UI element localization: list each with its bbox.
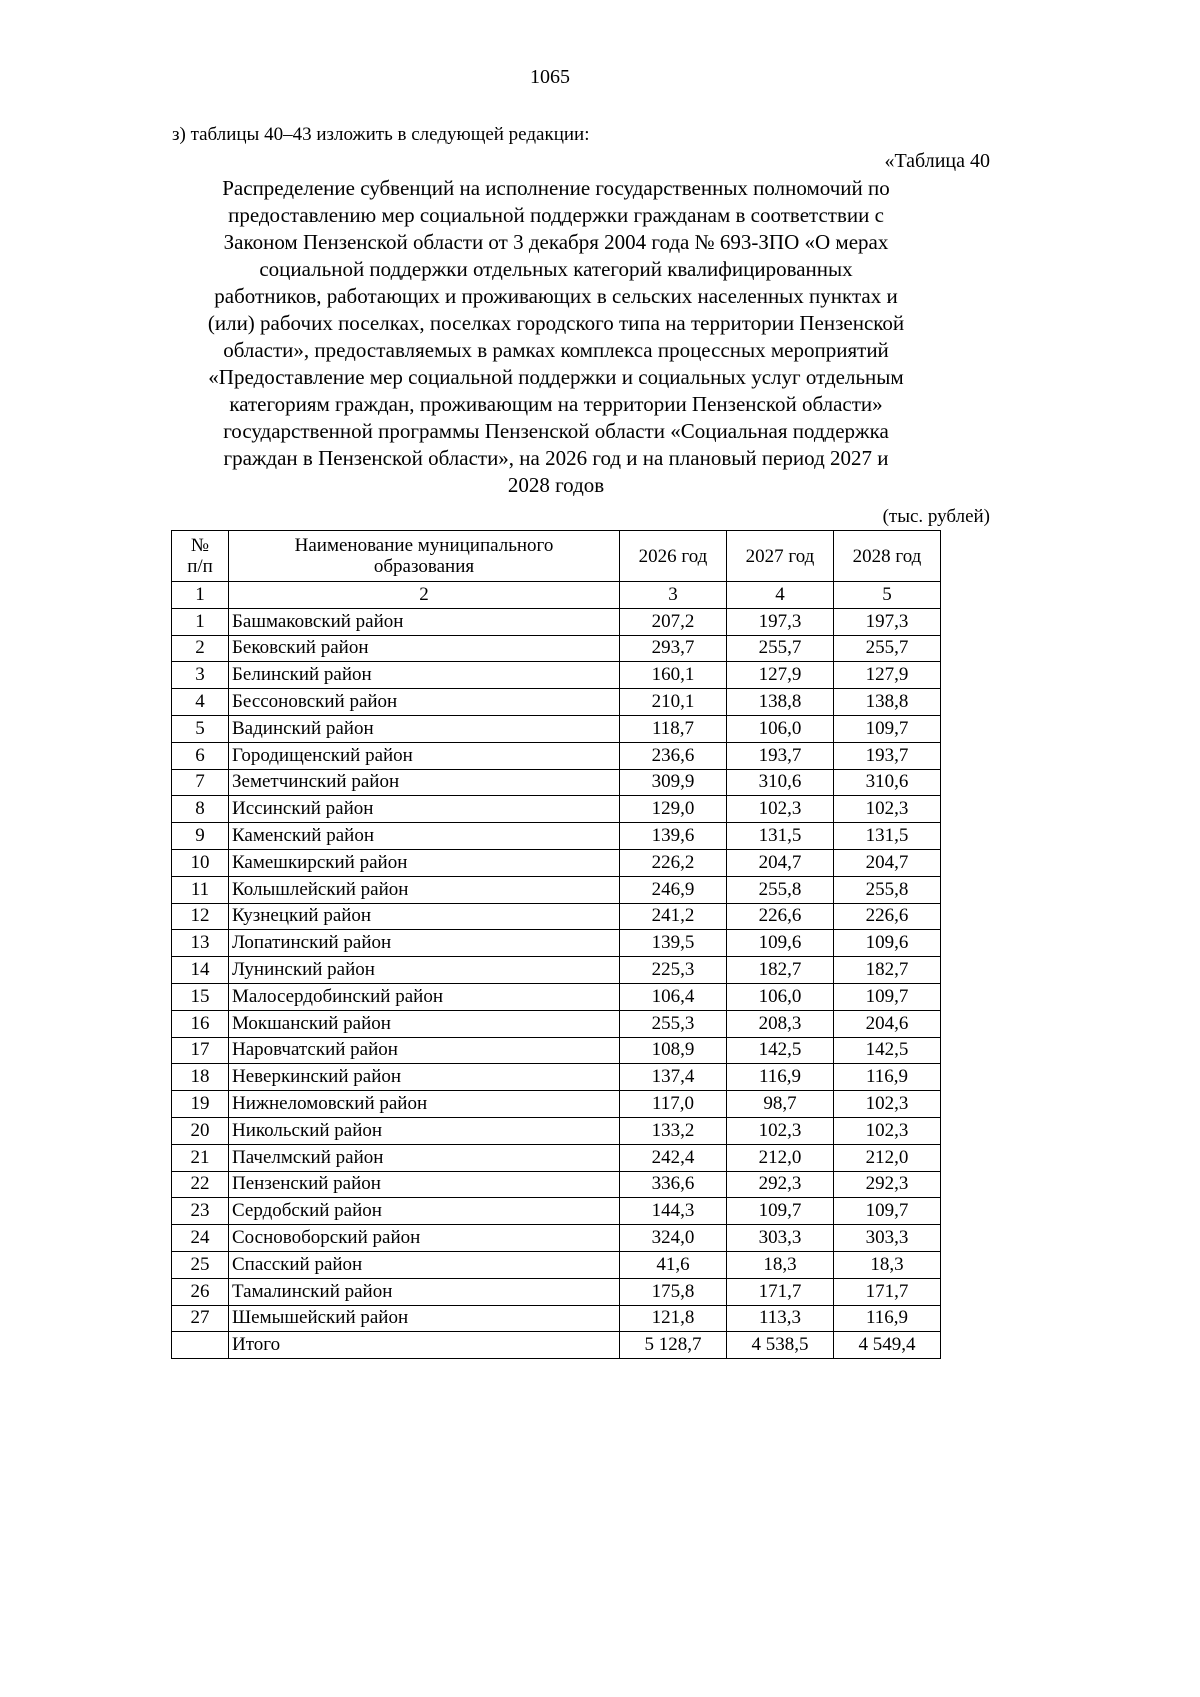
cell-2026: 137,4 <box>620 1064 727 1091</box>
cell-2027: 303,3 <box>727 1225 834 1252</box>
cell-2028: 197,3 <box>834 608 941 635</box>
cell-2026: 241,2 <box>620 903 727 930</box>
cell-number: 22 <box>172 1171 229 1198</box>
page-number: 1065 <box>530 66 570 88</box>
header-municipality <box>229 531 620 582</box>
units-label: (тыс. рублей) <box>882 506 990 527</box>
cell-2027: 226,6 <box>727 903 834 930</box>
table-row <box>172 983 941 1010</box>
cell-2026: 255,3 <box>620 1010 727 1037</box>
cell-municipality: Шемышейский район <box>229 1305 620 1332</box>
header-municipality-line1: Наименование муниципального <box>294 535 554 556</box>
cell-number: 5 <box>172 715 229 742</box>
cell-2026: 160,1 <box>620 662 727 689</box>
cell-2027: 4 538,5 <box>727 1332 834 1359</box>
cell-2027: 197,3 <box>727 608 834 635</box>
cell-2027: 102,3 <box>727 1117 834 1144</box>
header-number-line2: п/п <box>187 556 213 577</box>
cell-2027: 116,9 <box>727 1064 834 1091</box>
cell-municipality: Бессоновский район <box>229 689 620 716</box>
cell-2027: 18,3 <box>727 1251 834 1278</box>
cell-2028: 138,8 <box>834 689 941 716</box>
cell-2027: 106,0 <box>727 983 834 1010</box>
cell-2028: 109,6 <box>834 930 941 957</box>
cell-2027: 208,3 <box>727 1010 834 1037</box>
cell-2028: 131,5 <box>834 823 941 850</box>
cell-number: 4 <box>172 689 229 716</box>
cell-municipality: Сосновоборский район <box>229 1225 620 1252</box>
table-row <box>172 957 941 984</box>
cell-2028: 109,7 <box>834 1198 941 1225</box>
header-number <box>172 531 229 582</box>
title-line: «Предоставление мер социальной поддержки и социальных услуг отдельным <box>208 365 904 389</box>
cell-municipality: Земетчинский район <box>229 769 620 796</box>
cell-2028: 255,8 <box>834 876 941 903</box>
header-2027: 2027 год <box>727 531 834 582</box>
title-line: (или) рабочих поселках, поселках городского типа на территории Пензенской <box>207 311 905 335</box>
cell-number: 10 <box>172 849 229 876</box>
cell-number: 6 <box>172 742 229 769</box>
cell-number: 23 <box>172 1198 229 1225</box>
cell-municipality: Вадинский район <box>229 715 620 742</box>
cell-number: 15 <box>172 983 229 1010</box>
cell-2026: 106,4 <box>620 983 727 1010</box>
cell-number: 18 <box>172 1064 229 1091</box>
cell-municipality: Каменский район <box>229 823 620 850</box>
cell-number: 9 <box>172 823 229 850</box>
title-line: предоставлению мер социальной поддержки гражданам в соответствии с <box>228 203 884 227</box>
cell-2027: 113,3 <box>727 1305 834 1332</box>
cell-municipality: Сердобский район <box>229 1198 620 1225</box>
cell-number: 12 <box>172 903 229 930</box>
cell-municipality: Кузнецкий район <box>229 903 620 930</box>
title-line: работников, работающих и проживающих в сельских населенных пунктах и <box>214 284 898 308</box>
header-2028: 2028 год <box>834 531 941 582</box>
cell-2028: 5 <box>834 582 941 609</box>
header-municipality-line2: образования <box>373 556 475 577</box>
cell-2026: 246,9 <box>620 876 727 903</box>
cell-2028: 226,6 <box>834 903 941 930</box>
table-row <box>172 769 941 796</box>
cell-2028: 116,9 <box>834 1064 941 1091</box>
cell-2026: 41,6 <box>620 1251 727 1278</box>
cell-municipality: Нижнеломовский район <box>229 1091 620 1118</box>
cell-municipality: Никольский район <box>229 1117 620 1144</box>
title-line: Распределение субвенций на исполнение государственных полномочий по <box>222 176 890 200</box>
cell-2026: 175,8 <box>620 1278 727 1305</box>
cell-2026: 207,2 <box>620 608 727 635</box>
cell-municipality: Бековский район <box>229 635 620 662</box>
title-line: категориям граждан, проживающим на территории Пензенской области» <box>229 392 883 416</box>
cell-2028: 310,6 <box>834 769 941 796</box>
cell-2026: 121,8 <box>620 1305 727 1332</box>
table-row <box>172 742 941 769</box>
cell-2028: 193,7 <box>834 742 941 769</box>
table-row <box>172 1278 941 1305</box>
table-title <box>110 175 1002 499</box>
cell-number <box>172 1332 229 1359</box>
cell-2028: 204,6 <box>834 1010 941 1037</box>
title-line: граждан в Пензенской области», на 2026 год и на плановый период 2027 и <box>223 446 889 470</box>
title-line: государственной программы Пензенской области «Социальная поддержка <box>223 419 889 443</box>
cell-2026: 309,9 <box>620 769 727 796</box>
cell-municipality: Лунинский район <box>229 957 620 984</box>
subvention-table <box>171 530 941 1359</box>
cell-number: 3 <box>172 662 229 689</box>
header-2026: 2026 год <box>620 531 727 582</box>
cell-2028: 102,3 <box>834 1117 941 1144</box>
cell-2026: 108,9 <box>620 1037 727 1064</box>
cell-2026: 139,6 <box>620 823 727 850</box>
cell-municipality: Городищенский район <box>229 742 620 769</box>
cell-municipality: Камешкирский район <box>229 849 620 876</box>
table-row <box>172 608 941 635</box>
cell-2028: 303,3 <box>834 1225 941 1252</box>
cell-municipality: Белинский район <box>229 662 620 689</box>
cell-number: 21 <box>172 1144 229 1171</box>
cell-2026: 118,7 <box>620 715 727 742</box>
cell-2027: 204,7 <box>727 849 834 876</box>
cell-2027: 171,7 <box>727 1278 834 1305</box>
cell-2028: 116,9 <box>834 1305 941 1332</box>
cell-municipality: Мокшанский район <box>229 1010 620 1037</box>
cell-2027: 310,6 <box>727 769 834 796</box>
table-row <box>172 1225 941 1252</box>
table-row <box>172 1091 941 1118</box>
cell-2026: 225,3 <box>620 957 727 984</box>
cell-municipality: Башмаковский район <box>229 608 620 635</box>
cell-2026: 129,0 <box>620 796 727 823</box>
table-row <box>172 1064 941 1091</box>
cell-2028: 212,0 <box>834 1144 941 1171</box>
cell-municipality: Итого <box>229 1332 620 1359</box>
cell-2028: 102,3 <box>834 1091 941 1118</box>
cell-2026: 5 128,7 <box>620 1332 727 1359</box>
cell-2026: 139,5 <box>620 930 727 957</box>
cell-municipality: Лопатинский район <box>229 930 620 957</box>
cell-municipality: Тамалинский район <box>229 1278 620 1305</box>
cell-number: 24 <box>172 1225 229 1252</box>
cell-municipality: Неверкинский район <box>229 1064 620 1091</box>
cell-2028: 4 549,4 <box>834 1332 941 1359</box>
table-row <box>172 1037 941 1064</box>
cell-number: 13 <box>172 930 229 957</box>
cell-2028: 18,3 <box>834 1251 941 1278</box>
table-row <box>172 823 941 850</box>
cell-2028: 109,7 <box>834 983 941 1010</box>
title-line: 2028 годов <box>507 473 605 497</box>
table-row <box>172 903 941 930</box>
cell-2027: 255,8 <box>727 876 834 903</box>
title-line: Законом Пензенской области от 3 декабря 2004 года № 693-ЗПО «О мерах <box>223 230 889 254</box>
cell-2026: 144,3 <box>620 1198 727 1225</box>
table-row <box>172 1144 941 1171</box>
cell-number: 1 <box>172 582 229 609</box>
cell-2027: 292,3 <box>727 1171 834 1198</box>
cell-2026: 293,7 <box>620 635 727 662</box>
cell-2028: 102,3 <box>834 796 941 823</box>
cell-2028: 182,7 <box>834 957 941 984</box>
table-row <box>172 1171 941 1198</box>
cell-2027: 142,5 <box>727 1037 834 1064</box>
table-row <box>172 876 941 903</box>
cell-2027: 193,7 <box>727 742 834 769</box>
cell-municipality: Спасский район <box>229 1251 620 1278</box>
table-row <box>172 796 941 823</box>
cell-municipality: 2 <box>229 582 620 609</box>
cell-2028: 204,7 <box>834 849 941 876</box>
cell-number: 27 <box>172 1305 229 1332</box>
table-row <box>172 1010 941 1037</box>
cell-number: 1 <box>172 608 229 635</box>
title-line: области», предоставляемых в рамках комплекса процессных мероприятий <box>223 338 889 362</box>
cell-number: 8 <box>172 796 229 823</box>
cell-2027: 212,0 <box>727 1144 834 1171</box>
cell-2027: 255,7 <box>727 635 834 662</box>
cell-2026: 236,6 <box>620 742 727 769</box>
table-reference: «Таблица 40 <box>884 150 990 172</box>
cell-2027: 127,9 <box>727 662 834 689</box>
cell-2026: 117,0 <box>620 1091 727 1118</box>
cell-2027: 138,8 <box>727 689 834 716</box>
table-row <box>172 1251 941 1278</box>
cell-number: 17 <box>172 1037 229 1064</box>
cell-municipality: Малосердобинский район <box>229 983 620 1010</box>
table-row <box>172 715 941 742</box>
total-row <box>172 1332 941 1359</box>
cell-2027: 106,0 <box>727 715 834 742</box>
cell-2027: 182,7 <box>727 957 834 984</box>
cell-municipality: Колышлейский район <box>229 876 620 903</box>
cell-2026: 226,2 <box>620 849 727 876</box>
cell-number: 14 <box>172 957 229 984</box>
table-row <box>172 1117 941 1144</box>
cell-municipality: Пензенский район <box>229 1171 620 1198</box>
table-row <box>172 689 941 716</box>
cell-number: 7 <box>172 769 229 796</box>
table-row <box>172 1305 941 1332</box>
cell-number: 26 <box>172 1278 229 1305</box>
cell-number: 2 <box>172 635 229 662</box>
header-number-line1: № <box>190 535 210 556</box>
title-line: социальной поддержки отдельных категорий квалифицированных <box>259 257 853 281</box>
table-row <box>172 635 941 662</box>
cell-2028: 171,7 <box>834 1278 941 1305</box>
cell-number: 16 <box>172 1010 229 1037</box>
cell-2026: 324,0 <box>620 1225 727 1252</box>
cell-municipality: Наровчатский район <box>229 1037 620 1064</box>
cell-2028: 109,7 <box>834 715 941 742</box>
table-row <box>172 1198 941 1225</box>
cell-number: 20 <box>172 1117 229 1144</box>
cell-2026: 210,1 <box>620 689 727 716</box>
cell-2028: 127,9 <box>834 662 941 689</box>
table-row <box>172 849 941 876</box>
cell-number: 11 <box>172 876 229 903</box>
cell-2027: 109,6 <box>727 930 834 957</box>
cell-2028: 255,7 <box>834 635 941 662</box>
cell-2027: 102,3 <box>727 796 834 823</box>
cell-number: 25 <box>172 1251 229 1278</box>
cell-2027: 4 <box>727 582 834 609</box>
intro-text: з) таблицы 40–43 изложить в следующей редакции: <box>172 124 590 145</box>
cell-2027: 109,7 <box>727 1198 834 1225</box>
table-row <box>172 662 941 689</box>
table-header-row <box>172 531 941 582</box>
cell-2027: 131,5 <box>727 823 834 850</box>
cell-2026: 336,6 <box>620 1171 727 1198</box>
cell-2026: 133,2 <box>620 1117 727 1144</box>
cell-2026: 3 <box>620 582 727 609</box>
cell-2027: 98,7 <box>727 1091 834 1118</box>
cell-2026: 242,4 <box>620 1144 727 1171</box>
cell-municipality: Иссинский район <box>229 796 620 823</box>
table-row <box>172 930 941 957</box>
cell-number: 19 <box>172 1091 229 1118</box>
cell-municipality: Пачелмский район <box>229 1144 620 1171</box>
column-index-row <box>172 582 941 609</box>
cell-2028: 292,3 <box>834 1171 941 1198</box>
cell-2028: 142,5 <box>834 1037 941 1064</box>
